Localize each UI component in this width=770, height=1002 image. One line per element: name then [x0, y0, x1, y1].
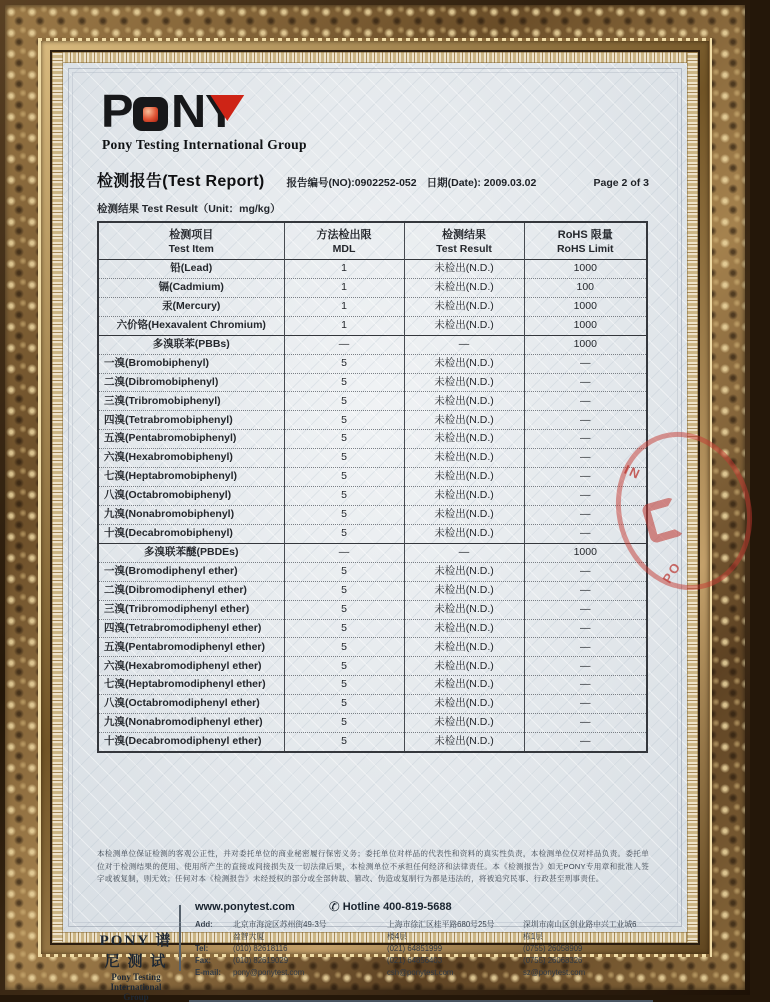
table-row [98, 714, 647, 733]
table-cell: 未检出(N.D.) [404, 468, 524, 487]
table-cell: 七溴(Heptabromobiphenyl) [104, 470, 237, 483]
table-cell: 5 [284, 354, 404, 373]
table-cell: 5 [284, 714, 404, 733]
table-cell: — [284, 543, 404, 562]
table-cell: 六溴(Hexabromodiphenyl ether) [104, 659, 262, 672]
table-cell: — [404, 543, 524, 562]
office-email: pony@ponytest.com [233, 968, 305, 978]
office-address: 上海市徐汇区桂平路680号25号 楼4层 [387, 920, 495, 941]
table-cell: 未检出(N.D.) [404, 430, 524, 449]
table-row [98, 543, 647, 562]
table-cell: 未检出(N.D.) [404, 278, 524, 297]
table-cell: 未检出(N.D.) [404, 600, 524, 619]
table-cell: 5 [284, 411, 404, 430]
table-row [98, 733, 647, 752]
table-row [98, 695, 647, 714]
table-cell: 5 [284, 468, 404, 487]
table-cell: 二溴(Dibromodiphenyl ether) [104, 583, 247, 596]
table-cell: 未检出(N.D.) [404, 505, 524, 524]
table-cell: 未检出(N.D.) [404, 714, 524, 733]
table-cell: 九溴(Nonabromobiphenyl) [104, 508, 235, 521]
label-email: E-mail: [195, 968, 221, 978]
table-cell: 九溴(Nonabromodiphenyl ether) [104, 716, 263, 729]
report-number: 报告编号(NO):0902252-052 [286, 177, 417, 189]
footer-brand-en: Pony Testing International Group [110, 972, 162, 1002]
office-address: 北京市海淀区苏州街49-3号 盈智大厦 [233, 920, 327, 941]
pony-logo [101, 85, 653, 138]
table-cell: 未检出(N.D.) [404, 297, 524, 316]
table-cell: — [524, 619, 647, 638]
table-cell: 5 [284, 657, 404, 676]
table-cell: 未检出(N.D.) [404, 695, 524, 714]
office-tel: (021) 64851999 [387, 943, 443, 953]
frame-gold-slope [41, 41, 709, 1002]
table-row [98, 487, 647, 506]
table-row [98, 562, 647, 581]
column-header-rohs-limit: RoHS 限量 RoHS Limit [524, 222, 647, 260]
table-cell: 二溴(Dibromobiphenyl) [104, 375, 219, 388]
table-cell: 八溴(Octabromodiphenyl ether) [104, 697, 260, 710]
table-cell: 十溴(Decabromodiphenyl ether) [104, 735, 262, 748]
table-row [98, 505, 647, 524]
table-cell: 1 [284, 316, 404, 335]
hotline-phone-icon: ✆ [328, 899, 340, 915]
office-tel: (0755) 26058909 [523, 943, 583, 953]
footer-contact-block [189, 899, 653, 1002]
table-header [98, 222, 647, 260]
address-grid [195, 919, 653, 978]
table-row [98, 676, 647, 695]
title-row [97, 168, 653, 191]
table-cell: 1 [284, 297, 404, 316]
office-email: sz@ponytest.com [523, 968, 586, 978]
logo-letter-p: P [101, 85, 133, 138]
table-row [98, 638, 647, 657]
table-cell: 1000 [524, 543, 647, 562]
table-cell: 5 [284, 638, 404, 657]
table-cell: 未检出(N.D.) [404, 373, 524, 392]
table-cell: — [524, 449, 647, 468]
table-cell: 未检出(N.D.) [404, 354, 524, 373]
frame-liner [52, 52, 698, 1002]
table-cell: 七溴(Heptabromodiphenyl ether) [104, 678, 266, 691]
table-cell: 未检出(N.D.) [404, 733, 524, 752]
table-cell: 镉(Cadmium) [158, 281, 224, 294]
results-table-body [98, 260, 647, 752]
table-cell: — [524, 657, 647, 676]
stamp-center-mark [641, 496, 685, 544]
report-header [97, 85, 653, 153]
table-cell: 5 [284, 524, 404, 543]
table-cell: 5 [284, 392, 404, 411]
table-cell: 未检出(N.D.) [404, 638, 524, 657]
logo-letter-y: Y [205, 93, 236, 131]
column-header-mdl: 方法检出限 MDL [284, 222, 404, 260]
table-cell: 未检出(N.D.) [404, 449, 524, 468]
table-cell: — [524, 733, 647, 752]
table-cell: 5 [284, 430, 404, 449]
column-header-test-item: 检测项目 Test Item [168, 229, 214, 255]
footer-brand-block [97, 899, 175, 1002]
logo-o-shape [133, 97, 168, 131]
table-row [98, 335, 647, 354]
table-row [98, 316, 647, 335]
table-cell: 1000 [524, 297, 647, 316]
table-cell: 十溴(Decabromobiphenyl) [104, 527, 233, 540]
frame-liner-pattern-top [52, 52, 698, 63]
table-cell: 三溴(Tribromodiphenyl ether) [104, 602, 250, 615]
table-cell: 1000 [524, 335, 647, 354]
table-row [98, 354, 647, 373]
table-row [98, 524, 647, 543]
table-cell: 未检出(N.D.) [404, 524, 524, 543]
label-tel: Tel: [195, 943, 209, 953]
hotline [329, 899, 452, 915]
report-title: 检测报告(Test Report) [97, 173, 265, 190]
table-cell: 5 [284, 581, 404, 600]
table-cell: 三溴(Tribromobiphenyl) [104, 394, 221, 407]
table-cell: — [524, 468, 647, 487]
table-cell: 五溴(Pentabromobiphenyl) [104, 432, 237, 445]
table-cell: 一溴(Bromobiphenyl) [104, 356, 209, 369]
table-cell: 未检出(N.D.) [404, 676, 524, 695]
table-cell: — [404, 335, 524, 354]
table-row [98, 297, 647, 316]
table-cell: 5 [284, 449, 404, 468]
table-cell: — [524, 676, 647, 695]
label-add: Add: [195, 920, 213, 930]
table-cell: 八溴(Octabromobiphenyl) [104, 489, 232, 502]
stamp-text-fragment: PO [659, 558, 685, 586]
company-tagline: Pony Testing International Group [102, 137, 307, 152]
table-cell: 多溴联苯(PBBs) [152, 337, 230, 350]
table-cell: 汞(Mercury) [162, 300, 221, 313]
report-date: 日期(Date): 2009.03.02 [426, 177, 537, 189]
table-cell: — [524, 581, 647, 600]
table-cell: — [524, 638, 647, 657]
table-cell: 未检出(N.D.) [404, 411, 524, 430]
table-cell: 未检出(N.D.) [404, 260, 524, 279]
table-cell: 1000 [524, 260, 647, 279]
table-cell: — [524, 562, 647, 581]
office-address: 深圳市南山区创业路中兴工业城6 栋1层 [523, 920, 637, 941]
stamp-text-fragment: IN [621, 461, 644, 483]
table-cell: 1 [284, 278, 404, 297]
column-header-test-result: 检测结果 Test Result [404, 222, 524, 260]
table-row [98, 373, 647, 392]
table-cell: 5 [284, 505, 404, 524]
office-fax: (010) 82619029 [233, 956, 289, 966]
table-row [98, 449, 647, 468]
table-row [98, 392, 647, 411]
table-cell: — [524, 354, 647, 373]
table-cell: — [524, 600, 647, 619]
table-cell: — [524, 392, 647, 411]
logo-o-red-square [143, 107, 158, 122]
table-cell: 5 [284, 487, 404, 506]
table-cell: 5 [284, 619, 404, 638]
table-row [98, 260, 647, 279]
office-fax: (021) 64856403 [387, 956, 443, 966]
table-cell: — [524, 524, 647, 543]
table-cell: 六溴(Hexabromobiphenyl) [104, 451, 233, 464]
table-row [98, 468, 647, 487]
office-tel: (010) 82618116 [233, 943, 288, 953]
logo-y-red-triangle-icon [210, 95, 244, 121]
table-cell: — [284, 335, 404, 354]
table-cell: — [524, 714, 647, 733]
label-fax: Fax: [195, 956, 212, 966]
frame-ornate-band [5, 5, 745, 1002]
table-cell: 五溴(Pentabromodiphenyl ether) [104, 640, 266, 653]
table-cell: 六价铬(Hexavalent Chromium) [116, 318, 266, 331]
table-cell: 5 [284, 733, 404, 752]
table-cell: 四溴(Tetrabromobiphenyl) [104, 413, 233, 426]
unit-line: 检测结果 Test Result（Unit：mg/kg） [97, 203, 281, 215]
report-footer [97, 899, 653, 1002]
table-row [98, 411, 647, 430]
table-cell: 5 [284, 373, 404, 392]
test-results-table [97, 221, 648, 753]
report-page [63, 63, 687, 1002]
table-row [98, 657, 647, 676]
table-cell: — [524, 373, 647, 392]
table-cell: 多溴联苯醚(PBDEs) [143, 546, 239, 559]
table-cell: 未检出(N.D.) [404, 316, 524, 335]
table-cell: 一溴(Bromodiphenyl ether) [104, 564, 238, 577]
table-cell: 未检出(N.D.) [404, 657, 524, 676]
table-cell: 5 [284, 695, 404, 714]
table-cell: 未检出(N.D.) [404, 562, 524, 581]
table-cell: 未检出(N.D.) [404, 487, 524, 506]
footer-divider [179, 905, 181, 971]
table-cell: — [524, 505, 647, 524]
table-cell: 铅(Lead) [170, 262, 213, 275]
table-cell: 未检出(N.D.) [404, 619, 524, 638]
disclaimer-text: 本检测单位保证检测的客观公正性，并对委托单位的商业秘密履行保密义务；委托单位对样品的代表性和资料的真实性负责，本检测单位仅对样品负责。委托单位对于检测结果的使用、使用所产生的直接或间接损失及一切法律后果，本检测单位不承担任何经济和法律责任。本《检测报告》如无PONY专用章和批准人签字或被复制，则无效；任何对本《检测报告》未经授权的部分或全部转载、篡改、伪造或复制行为都是违法的，将被追究民事、行政甚至刑事责任。 [97, 848, 649, 884]
page-indicator: Page 2 of 3 [593, 177, 649, 189]
website-url: www.ponytest.com [195, 901, 295, 914]
table-cell: 未检出(N.D.) [404, 392, 524, 411]
table-row [98, 430, 647, 449]
table-cell: 1 [284, 260, 404, 279]
frame-bead-line [38, 38, 712, 1002]
table-cell: 未检出(N.D.) [404, 581, 524, 600]
table-row [98, 581, 647, 600]
table-cell: 1000 [524, 316, 647, 335]
table-row [98, 600, 647, 619]
table-cell: — [524, 411, 647, 430]
footer-brand-zh: PONY 谱 尼 测 试 [99, 933, 173, 971]
table-row [98, 278, 647, 297]
logo-letter-n: N [170, 85, 205, 138]
office-fax: (0755) 26068326 [523, 956, 583, 966]
table-cell: 四溴(Tetrabromodiphenyl ether) [104, 621, 262, 634]
table-cell: — [524, 430, 647, 449]
table-row [98, 619, 647, 638]
table-cell: 100 [524, 278, 647, 297]
table-cell: 5 [284, 562, 404, 581]
frame-liner-pattern-left [52, 52, 63, 943]
office-email: csh@ponytest.com [387, 968, 454, 978]
table-cell: — [524, 487, 647, 506]
table-cell: 5 [284, 600, 404, 619]
table-cell: — [524, 695, 647, 714]
table-cell: 5 [284, 676, 404, 695]
frame-dark-gap [50, 50, 700, 1002]
hotline-number: Hotline 400-819-5688 [342, 901, 452, 914]
